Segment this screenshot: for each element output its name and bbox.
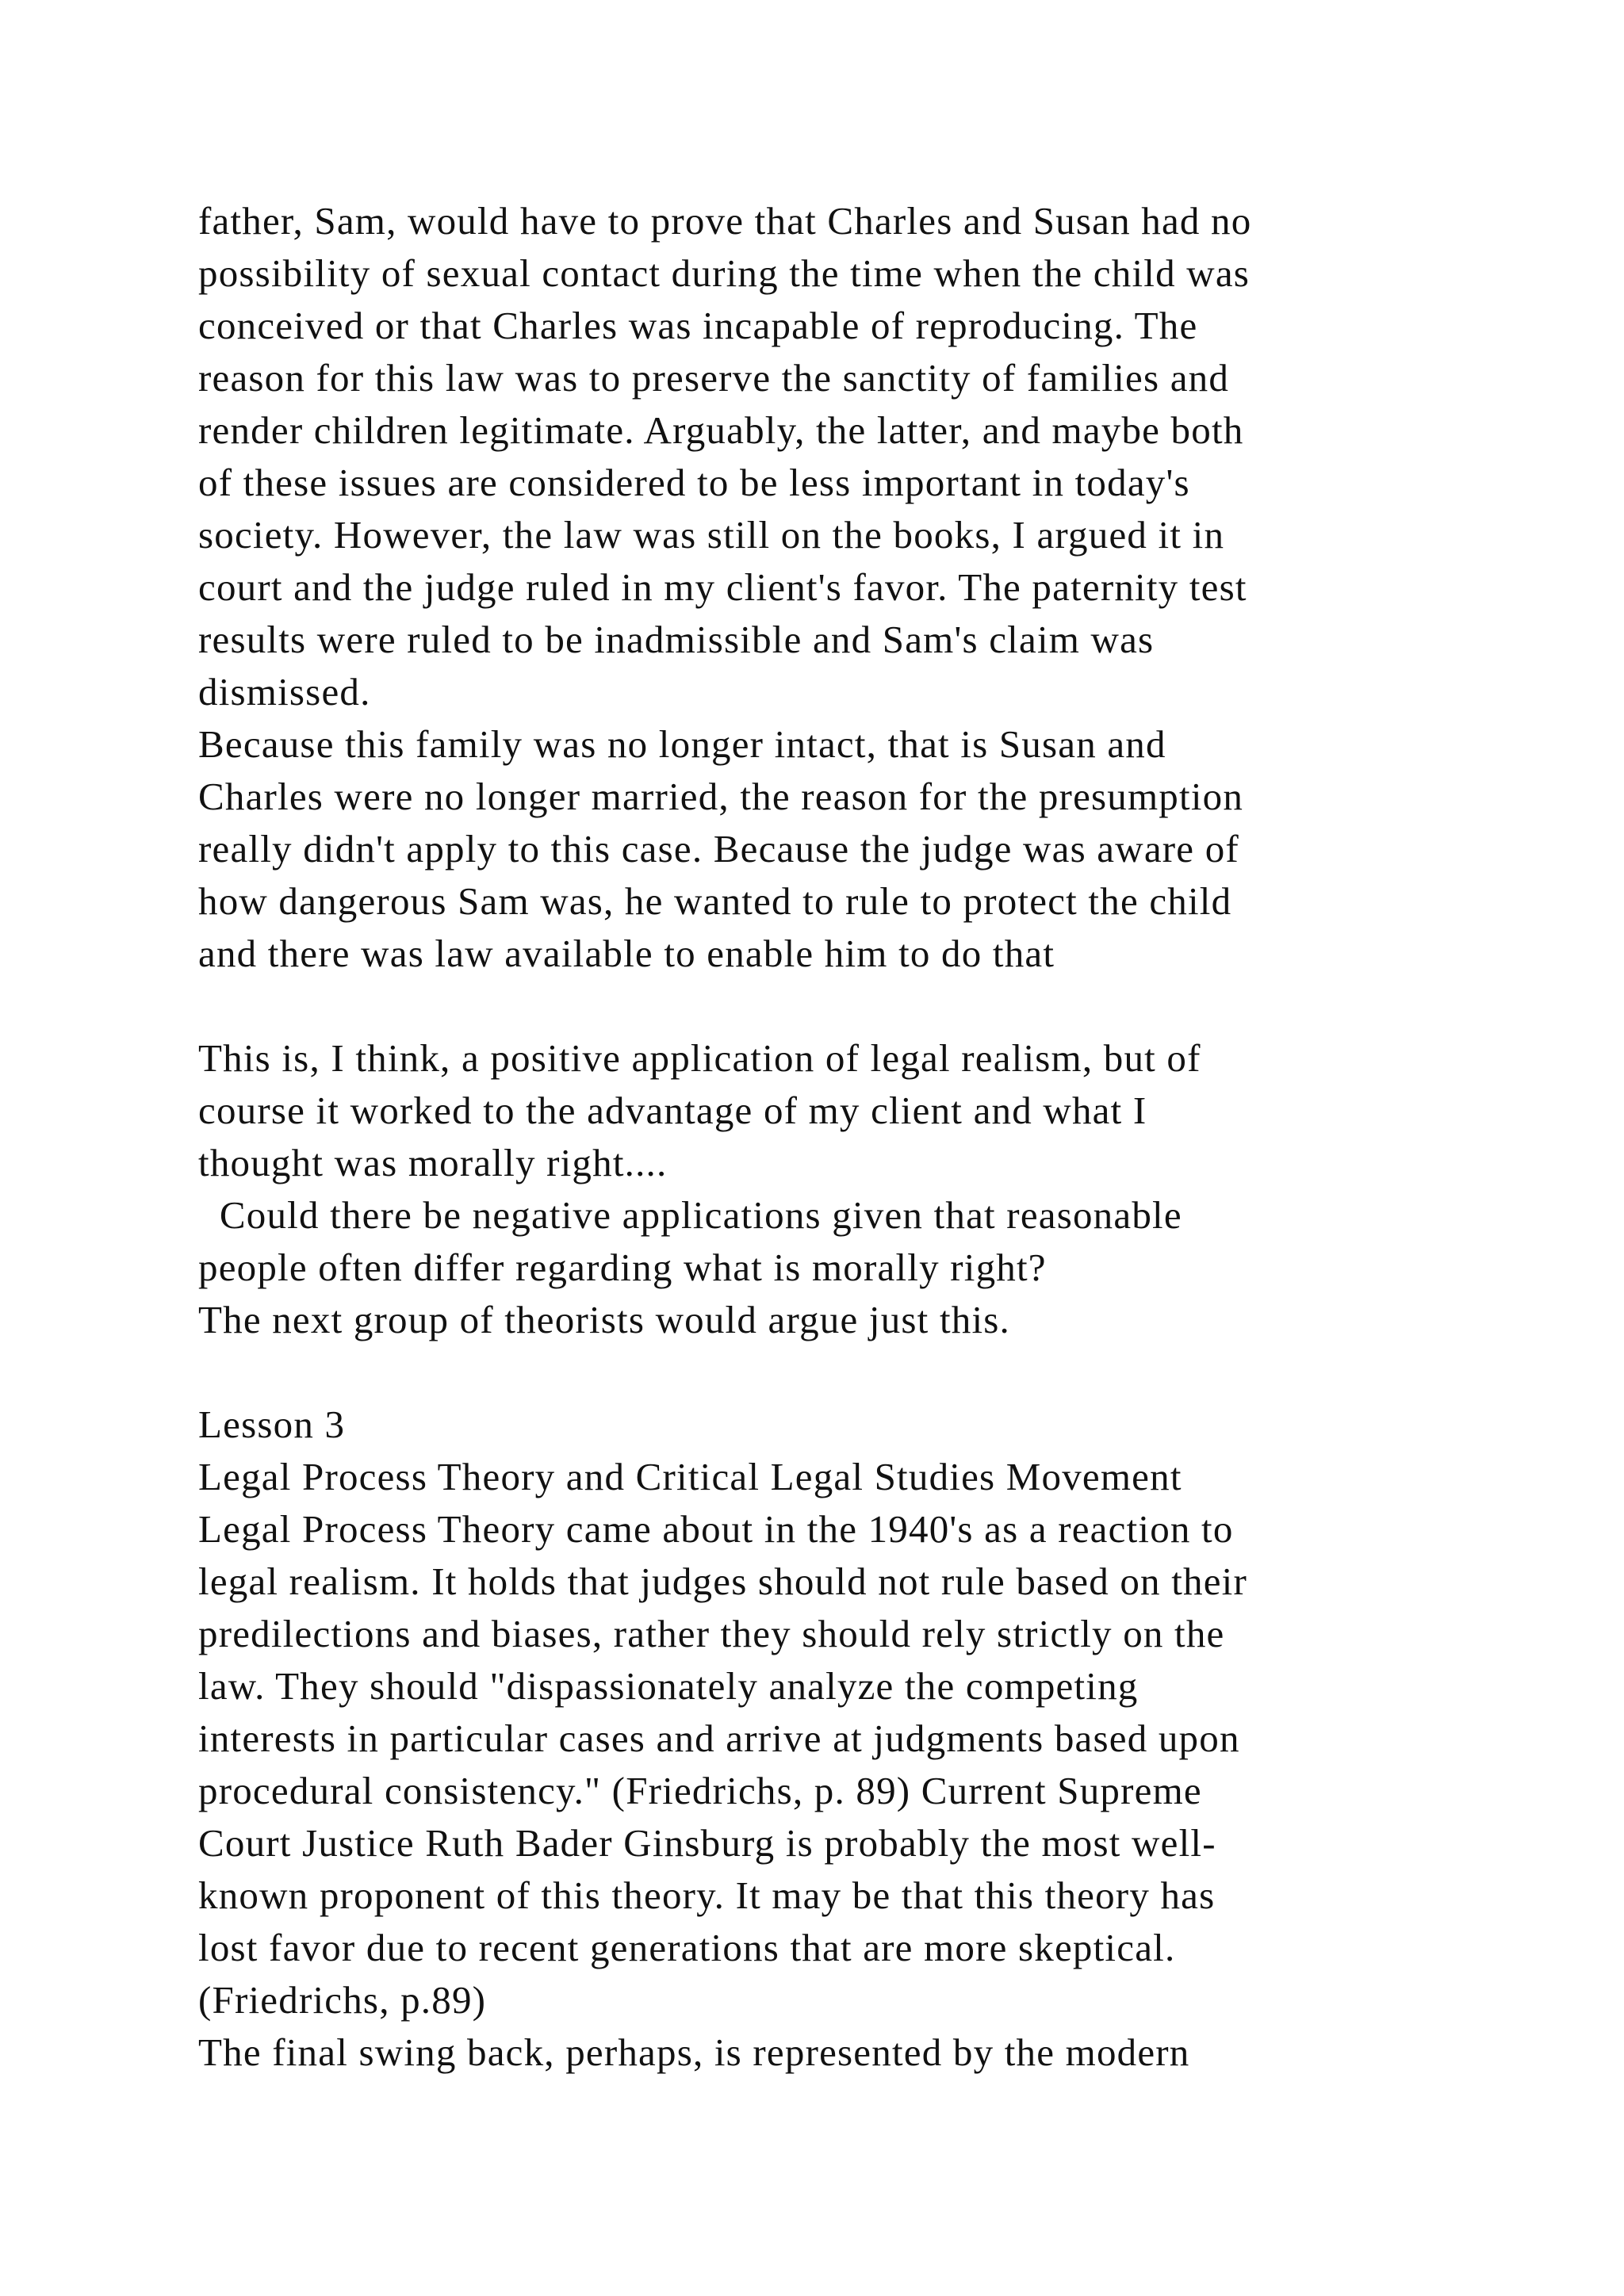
text-line: of these issues are considered to be less important in today's [198,461,1190,504]
text-line: This is, I think, a positive application of legal realism, but of [198,1036,1201,1080]
text-line: conceived or that Charles was incapable of reproducing. The [198,304,1198,347]
text-line: Because this family was no longer intact, that is Susan and [198,722,1166,766]
text-line: Could there be negative applications given that reasonable [198,1193,1182,1237]
text-line: society. However, the law was still on the books, I argued it in [198,513,1225,557]
text-line: course it worked to the advantage of my client and what I [198,1089,1147,1132]
text-line: reason for this law was to preserve the sanctity of families and [198,356,1230,400]
text-line: thought was morally right.... [198,1141,668,1184]
text-line: possibility of sexual contact during the time when the child was [198,251,1251,295]
text-line: The next group of theorists would argue just this. [198,1298,1010,1341]
text-line: predilections and biases, rather they should rely strictly on the [198,1612,1225,1655]
text-line: lost favor due to recent generations that are more skeptical. [198,1926,1176,1969]
text-line: legal realism. It holds that judges should not rule based on their [198,1559,1248,1603]
text-line: Court Justice Ruth Bader Ginsburg is probably the most well- [198,1821,1216,1865]
text-line: people often differ regarding what is morally right? [198,1246,1047,1289]
text-line: father, Sam, would have to prove that Charles and Susan had no [198,199,1252,243]
text-line: interests in particular cases and arrive at judgments based upon [198,1716,1240,1760]
text-line: court and the judge ruled in my client's favor. The paternity test [198,565,1247,609]
text-line: known proponent of this theory. It may be that this theory has [198,1873,1216,1917]
text-line: procedural consistency." (Friedrichs, p. 89) Current Supreme [198,1769,1202,1812]
blank-line [198,1346,1562,1399]
text-line: dismissed. [198,670,371,714]
text-line: (Friedrichs, p.89) [198,1978,487,2022]
text-line: law. They should "dispassionately analyze the competing [198,1664,1139,1708]
lesson-heading: Lesson 3 [198,1402,346,1446]
text-line: results were ruled to be inadmissible and Sam's claim was [198,618,1155,661]
text-line: Legal Process Theory came about in the 1940's as a reaction to [198,1507,1234,1551]
text-line: Charles were no longer married, the reason for the presumption [198,775,1244,818]
text-line: and there was law available to enable him to do that [198,932,1055,975]
text-line: how dangerous Sam was, he wanted to rule to protect the child [198,879,1232,923]
text-line: render children legitimate. Arguably, the latter, and maybe both [198,408,1244,452]
text-line: really didn't apply to this case. Because the judge was aware of [198,827,1239,871]
text-line: The final swing back, perhaps, is represented by the modern [198,2030,1190,2074]
blank-line [198,980,1562,1032]
body-text [198,195,1562,2079]
lesson-title: Legal Process Theory and Critical Legal Studies Movement [198,1455,1182,1498]
